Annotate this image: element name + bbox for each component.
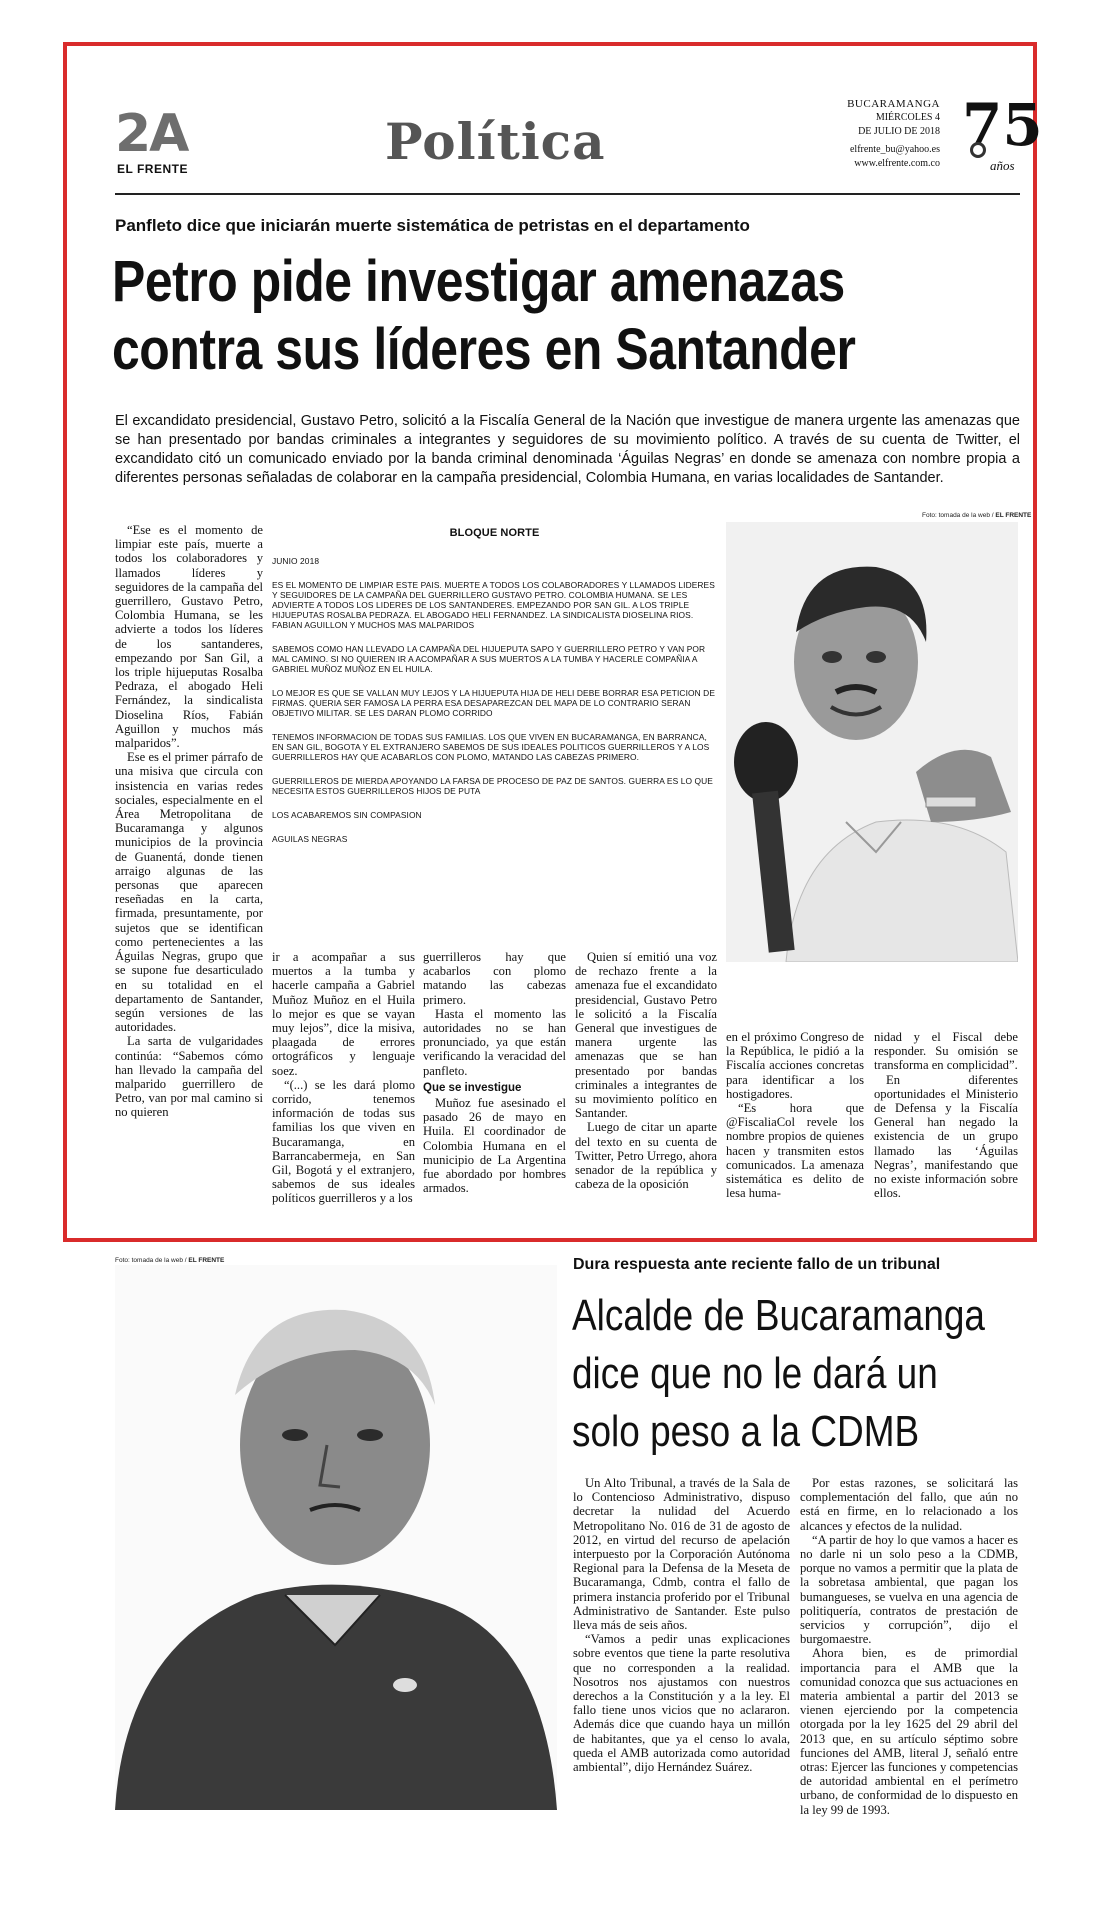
story2-column-1 (573, 1476, 790, 1774)
section-title: Política (385, 112, 606, 171)
paragraph: “A partir de hoy lo que vamos a hacer es no darle ni un solo peso a la CDMB, porque no vamos a permitir que la plata de la sobretasa ambiental, que pagan los bumangueses, se vuelva en una agencia de politiquería, contratos de prestación de servicios y corrupción”, dijo el burgomaestre. (800, 1532, 1018, 1647)
pamphlet-image (272, 520, 717, 950)
paragraph: “Vamos a pedir unas explicaciones sobre eventos que tiene la parte resolutiva que no corresponden a la realidad. Nosotros nos ajustamos con nuestros derechos a la Constitución y a la ley. El fallo tiene unos vicios que no aclararon. Además dice que cuando haya un millón de habitantes, que ya el censo lo avala, queda el AMB autorizada como autoridad ambiental”, dijo Hernández Suárez. (573, 1632, 790, 1775)
story1-column-6 (874, 1030, 1018, 1200)
paragraph: Un Alto Tribunal, a través de la Sala de lo Contencioso Administrativo, dispuso decretar la nulidad del Acuerdo Metropolitano No. 016 de 31 de agosto de 2012, en virtud del recurso de apelación interpuesto por la Corporación Autónoma Regional para la Defensa de la Meseta de Bucaramanga, Cdmb, contra el fallo de primera instancia proferido por el Tribunal Administrativo de Santander. Este pulso lleva más de seis años. (573, 1476, 790, 1633)
subheading: Que se investigue (423, 1081, 522, 1094)
story1-column-1 (115, 523, 263, 1120)
photo2-credit (115, 1257, 224, 1264)
pamphlet-date: JUNIO 2018 (272, 556, 320, 566)
pamphlet-title: BLOQUE NORTE (449, 527, 540, 539)
photo2-credit-source: EL FRENTE (188, 1257, 225, 1264)
paragraph: ir a acompañar a sus muertos a la tumba y hacerle campaña a Gabriel Muñoz Muñoz en el Huila lo mejor es que se vayan muy lejos”, dice la misiva, plaagada de errores ortográficos y lenguaje soez. (272, 950, 415, 1078)
anniversary-word: años (990, 158, 1015, 173)
photo1-credit-source: EL FRENTE (995, 512, 1032, 519)
paragraph: La sarta de vulgaridades continúa: “Sabemos cómo han llevado la campaña del malparido guerrillero de Petro, van por mal camino si no quieren (115, 1034, 263, 1120)
photo1-credit-prefix: Foto: tomada de la web / (922, 512, 996, 519)
story1-column-4 (575, 950, 717, 1191)
paragraph: “Ese es el momento de limpiar este país, muerte a todos los colaboradores y llamados líderes y seguidores de la campaña del guerrillero, Gustavo Petro, Colombia Humana, se les advierte a todos los líderes de los santanderes, empezando por San Gil, a los triple hijueputas Rosalba Pedraza, el abogado Heli Fernández, la sindicalista Dioselina Ríos, Fabián Aguillon y muchos más malparidos”. (115, 523, 263, 751)
page-number: 2A (115, 104, 188, 164)
logo-ring-icon (970, 142, 986, 158)
anniversary-number: 75 (962, 91, 1043, 159)
photo2-credit-prefix: Foto: tomada de la web / (115, 1257, 189, 1264)
pamphlet-paragraph: AGUILAS NEGRAS (272, 834, 348, 844)
pamphlet-paragraph: SABEMOS COMO HAN LLEVADO LA CAMPAÑA DEL HIJUEPUTA SAPO Y GUERRILLERO PETRO Y VAN POR MAL CAMINO. SI NO QUIEREN IR A ACOMPAÑAR A SUS MUERTOS A LA TUMBA Y HACERLE COMPAÑIA A GABRIEL MUÑOZ MUÑOZ EN EL HUILA. (272, 644, 706, 674)
paragraph: Ese es el primer párrafo de una misiva que circula con insistencia en varias redes sociales, especialmente en el Área Metropolitana de Bucaramanga y algunos municipios de la provincia de Guanentá, donde tienen arraigo algunas de las personas que aparecen reseñadas en la carta, firmada, presuntamente, por sujetos que se identifican como pertenecientes a las Águilas Negras, grupo que se supone fue desarticulado en su totalidad en el departamento de Santander, según versiones de las autoridades. (115, 750, 263, 1035)
paragraph: Por estas razones, se solicitará las complementación del fallo, que aún no está en firme, en lo relacionado a los alcances y efectos de la nulidad. (800, 1476, 1018, 1533)
date-line-2: DE JULIO DE 2018 (858, 126, 940, 137)
photo1-credit (922, 512, 1031, 519)
story2-headline-line1: Alcalde de Bucaramanga (572, 1291, 985, 1340)
website-link[interactable]: www.elfrente.com.co (854, 158, 940, 169)
story1-column-5 (726, 1030, 864, 1200)
paragraph: Luego de citar un aparte del texto en su cuenta de Twitter, Petro Urrego, ahora senador de la república y cabeza de la oposición (575, 1120, 717, 1192)
paragraph: Hasta el momento las autoridades no se han pronunciado, ya que están verificando la veracidad del panfleto. (423, 1006, 566, 1078)
story1-column-2 (272, 950, 415, 1206)
paragraph: En diferentes oportunidades el Ministerio de Defensa y la Fiscalía General han negado la existencia de un grupo llamado las ‘Águilas Negras’, manifestando que no existe información sobre ellos. (874, 1072, 1018, 1201)
story2-headline (572, 1287, 1017, 1461)
anniversary-logo (962, 91, 1043, 176)
story2-headline-line3: solo peso a la CDMB (572, 1407, 920, 1456)
story1-headline (112, 248, 1015, 384)
story1-lead: El excandidato presidencial, Gustavo Petro, solicitó a la Fiscalía General de la Nación que investigue de manera urgente las amenazas que se han presentado por bandas criminales a integrantes y seguidores de su movimiento político. A través de su cuenta de Twitter, el excandidato citó un comunicado enviado por la banda criminal denominada ‘Águilas Negras’ en donde se amenaza con nombre propia a diferentes personas señaladas de colaborar en la campaña presidencial, Colombia Humana, en varias localidades de Santander. (115, 413, 1020, 486)
story2-kicker: Dura respuesta ante reciente fallo de un tribunal (573, 1256, 941, 1273)
paragraph: en el próximo Congreso de la República, le pidió a la Fiscalía acciones concretas para identificar a los hostigadores. (726, 1030, 864, 1101)
pamphlet-paragraph: ES EL MOMENTO DE LIMPIAR ESTE PAIS. MUERTE A TODOS LOS COLABORADORES Y LLAMADOS LIDERES Y SEGUIDORES DE LA CAMPAÑA DEL GUERRILLERO GUSTAVO PETRO. COLOMBIA HUMANA. SE LES ADVIERTE A TODOS LOS LIDERES DE LOS SANTANDERES. EMPEZANDO POR SAN GIL. A LOS TRIPLE HIJUEPUTAS ROSALBA PEDRAZA. EL ABOGADO HELI FERNANDEZ. LA SINDICALISTA DIOSELINA RIOS. FABIAN AGUILLON Y MUCHOS MAS MALPARIDOS (272, 580, 715, 630)
story1-headline-line1: Petro pide investigar amenazas (112, 249, 845, 314)
petro-illustration (726, 522, 1018, 962)
date-line-1: MIÉRCOLES 4 (875, 112, 940, 123)
email-link[interactable]: elfrente_bu@yahoo.es (849, 144, 940, 155)
story2-column-2 (800, 1476, 1018, 1817)
paragraph: “Es hora que @FiscaliaCol revele los nombre propios de quienes hacen y transmiten estos comunicados. La amenaza sistemática es delito de lesa huma- (726, 1101, 864, 1201)
pamphlet-paragraph: TENEMOS INFORMACION DE TODAS SUS FAMILIAS. LOS QUE VIVEN EN BUCARAMANGA, EN BARRANCA, EN SAN GIL, BOGOTA Y EL EXTRANJERO SABEMOS DE SUS IDEALES POLITICOS GUERRILLEROS Y A LOS GUERRILLEROS HAY QUE ACABARLOS CON PLOMO, MATANDO LAS CABEZAS PRIMERO. (272, 732, 710, 762)
pamphlet-paragraph: LO MEJOR ES QUE SE VALLAN MUY LEJOS Y LA HIJUEPUTA HIJA DE HELI DEBE BORRAR ESA PETICION DE FIRMAS. QUERIA SER FAMOSA LA PERRA ESA DESAPAREZCAN DEL MAPA DE LO CONTRARIO SERAN OBJETIVO MILITAR. SE LES DARAN PLOMO CORRIDO (272, 688, 716, 718)
story1-headline-line2: contra sus líderes en Santander (112, 317, 856, 382)
paragraph: “(...) se les dará plomo corrido, tenemos información de todas sus familias los que viven en Bucaramanga, en Barrancabermeja, en San Gil, Bogotá y el extranjero, sabemos de sus ideales políticos guerrilleros y a los (272, 1077, 415, 1206)
paragraph: Ahora bien, es de primordial importancia para el AMB que la comunidad conozca que sus actuaciones en materia ambiental a partir del 2013 se vienen ejerciendo por la competencia otorgada por la ley 1625 del 29 abril del 2013 que, en su artículo séptimo sobre funciones del AMB, literal J, señaló entre otras: Ejercer las funciones y competencias de autoridad ambiental en el perímetro urbano, de conformidad de lo dispuesto en la ley 99 de 1993. (800, 1646, 1018, 1817)
paragraph: Quien sí emitió una voz de rechazo frente a la amenaza fue el excandidato presidencial, Gustavo Petro le solicitó a la Fiscalía General que investigues de manera urgente las amenazas que se han presentado por bandas criminales a integrantes de su movimiento político en Santander. (575, 950, 717, 1121)
pamphlet-paragraph: GUERRILLEROS DE MIERDA APOYANDO LA FARSA DE PROCESO DE PAZ DE SANTOS. GUERRA ES LO QUE NECESITA ESTOS GUERRILLEROS HIJOS DE PUTA (272, 776, 713, 796)
header-divider (115, 193, 1020, 195)
petro-photo (726, 522, 1018, 962)
paragraph: Muñoz fue asesinado el pasado 26 de mayo en Huila. El coordinador de Colombia Humana en el municipio de La Argentina fue abordado por hombres armados. (423, 1096, 566, 1196)
masthead-meta (847, 97, 940, 171)
story1-kicker: Panfleto dice que iniciarán muerte sistemática de petristas en el departamento (115, 216, 750, 235)
city-label: BUCARAMANGA (847, 98, 940, 110)
paragraph: guerrilleros hay que acabarlos con plomo matando las cabezas primero. (423, 950, 566, 1007)
paper-name: EL FRENTE (117, 162, 188, 176)
story2-headline-line2: dice que no le dará un (572, 1349, 938, 1398)
story1-column-3 (423, 950, 566, 1195)
paragraph: nidad y el Fiscal debe responder. Su omisión se transforma en complicidad”. (874, 1030, 1018, 1073)
mayor-illustration (115, 1265, 557, 1810)
mayor-photo (115, 1265, 557, 1810)
pamphlet-paragraph: LOS ACABAREMOS SIN COMPASION (272, 810, 422, 820)
